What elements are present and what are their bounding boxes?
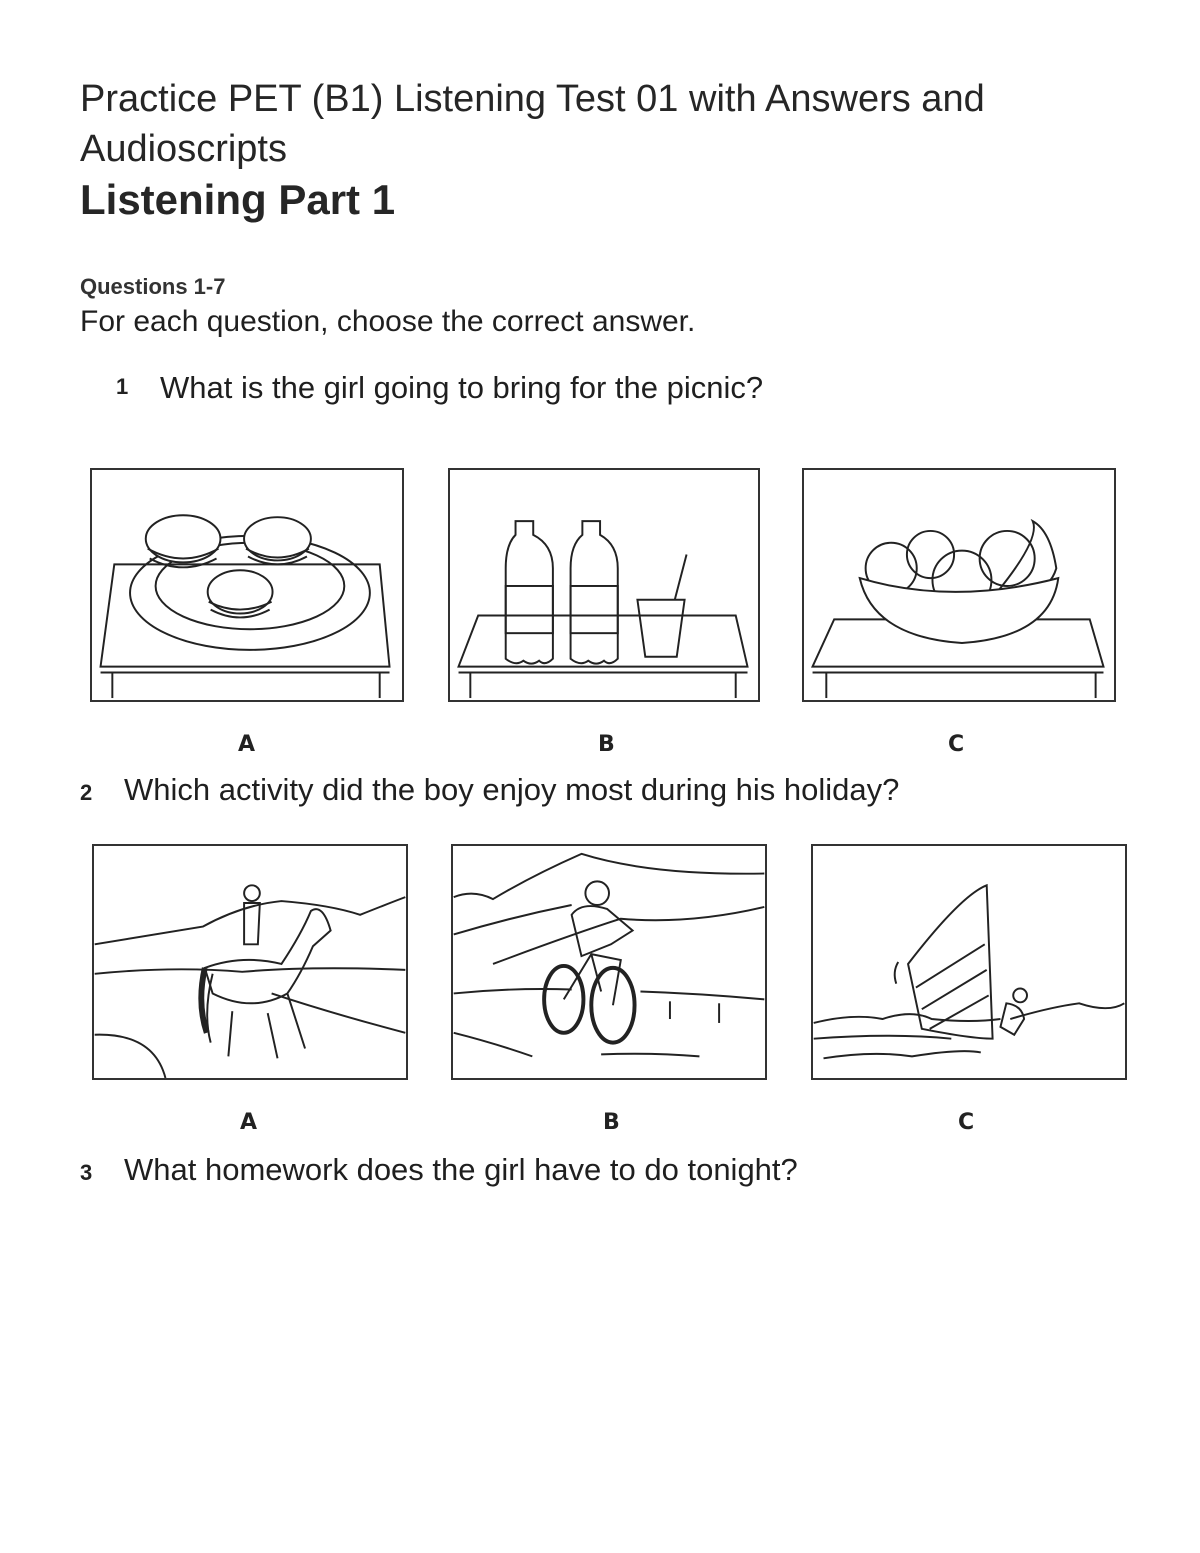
question-3-text: What homework does the girl have to do tonight? xyxy=(124,1152,798,1187)
plate-of-burgers-icon xyxy=(92,470,402,700)
option-1b-label: B xyxy=(598,732,615,757)
question-2-number: 2 xyxy=(80,780,93,805)
document-title: Practice PET (B1) Listening Test 01 with Answers and Audioscripts xyxy=(80,78,985,170)
option-2a-image[interactable] xyxy=(92,844,408,1080)
question-1-text: What is the girl going to bring for the picnic? xyxy=(160,370,764,405)
bottles-and-drink-cup-icon xyxy=(450,470,758,700)
option-1a-image[interactable] xyxy=(90,468,404,702)
instruction-text: For each question, choose the correct answer. xyxy=(80,305,696,338)
option-1c-label: C xyxy=(948,732,965,757)
horse-riding-icon xyxy=(94,846,406,1078)
option-2b-image[interactable] xyxy=(451,844,767,1080)
question-2-text: Which activity did the boy enjoy most during his holiday? xyxy=(124,772,900,807)
option-1a-label: A xyxy=(238,732,256,757)
bowl-of-fruit-icon xyxy=(804,470,1114,700)
option-2b-label: B xyxy=(603,1110,620,1135)
question-1 xyxy=(116,374,128,400)
option-2c-label: C xyxy=(958,1110,975,1135)
option-2c-image[interactable] xyxy=(811,844,1127,1080)
option-1b-image[interactable] xyxy=(448,468,760,702)
section-heading: Listening Part 1 xyxy=(80,176,396,223)
option-2a-label: A xyxy=(240,1110,258,1135)
option-1c-image[interactable] xyxy=(802,468,1116,702)
questions-range: Questions 1-7 xyxy=(80,274,226,299)
question-number: 1 xyxy=(116,374,129,399)
question-3-number: 3 xyxy=(80,1160,93,1185)
cycling-icon xyxy=(453,846,765,1078)
windsurfing-icon xyxy=(813,846,1125,1078)
